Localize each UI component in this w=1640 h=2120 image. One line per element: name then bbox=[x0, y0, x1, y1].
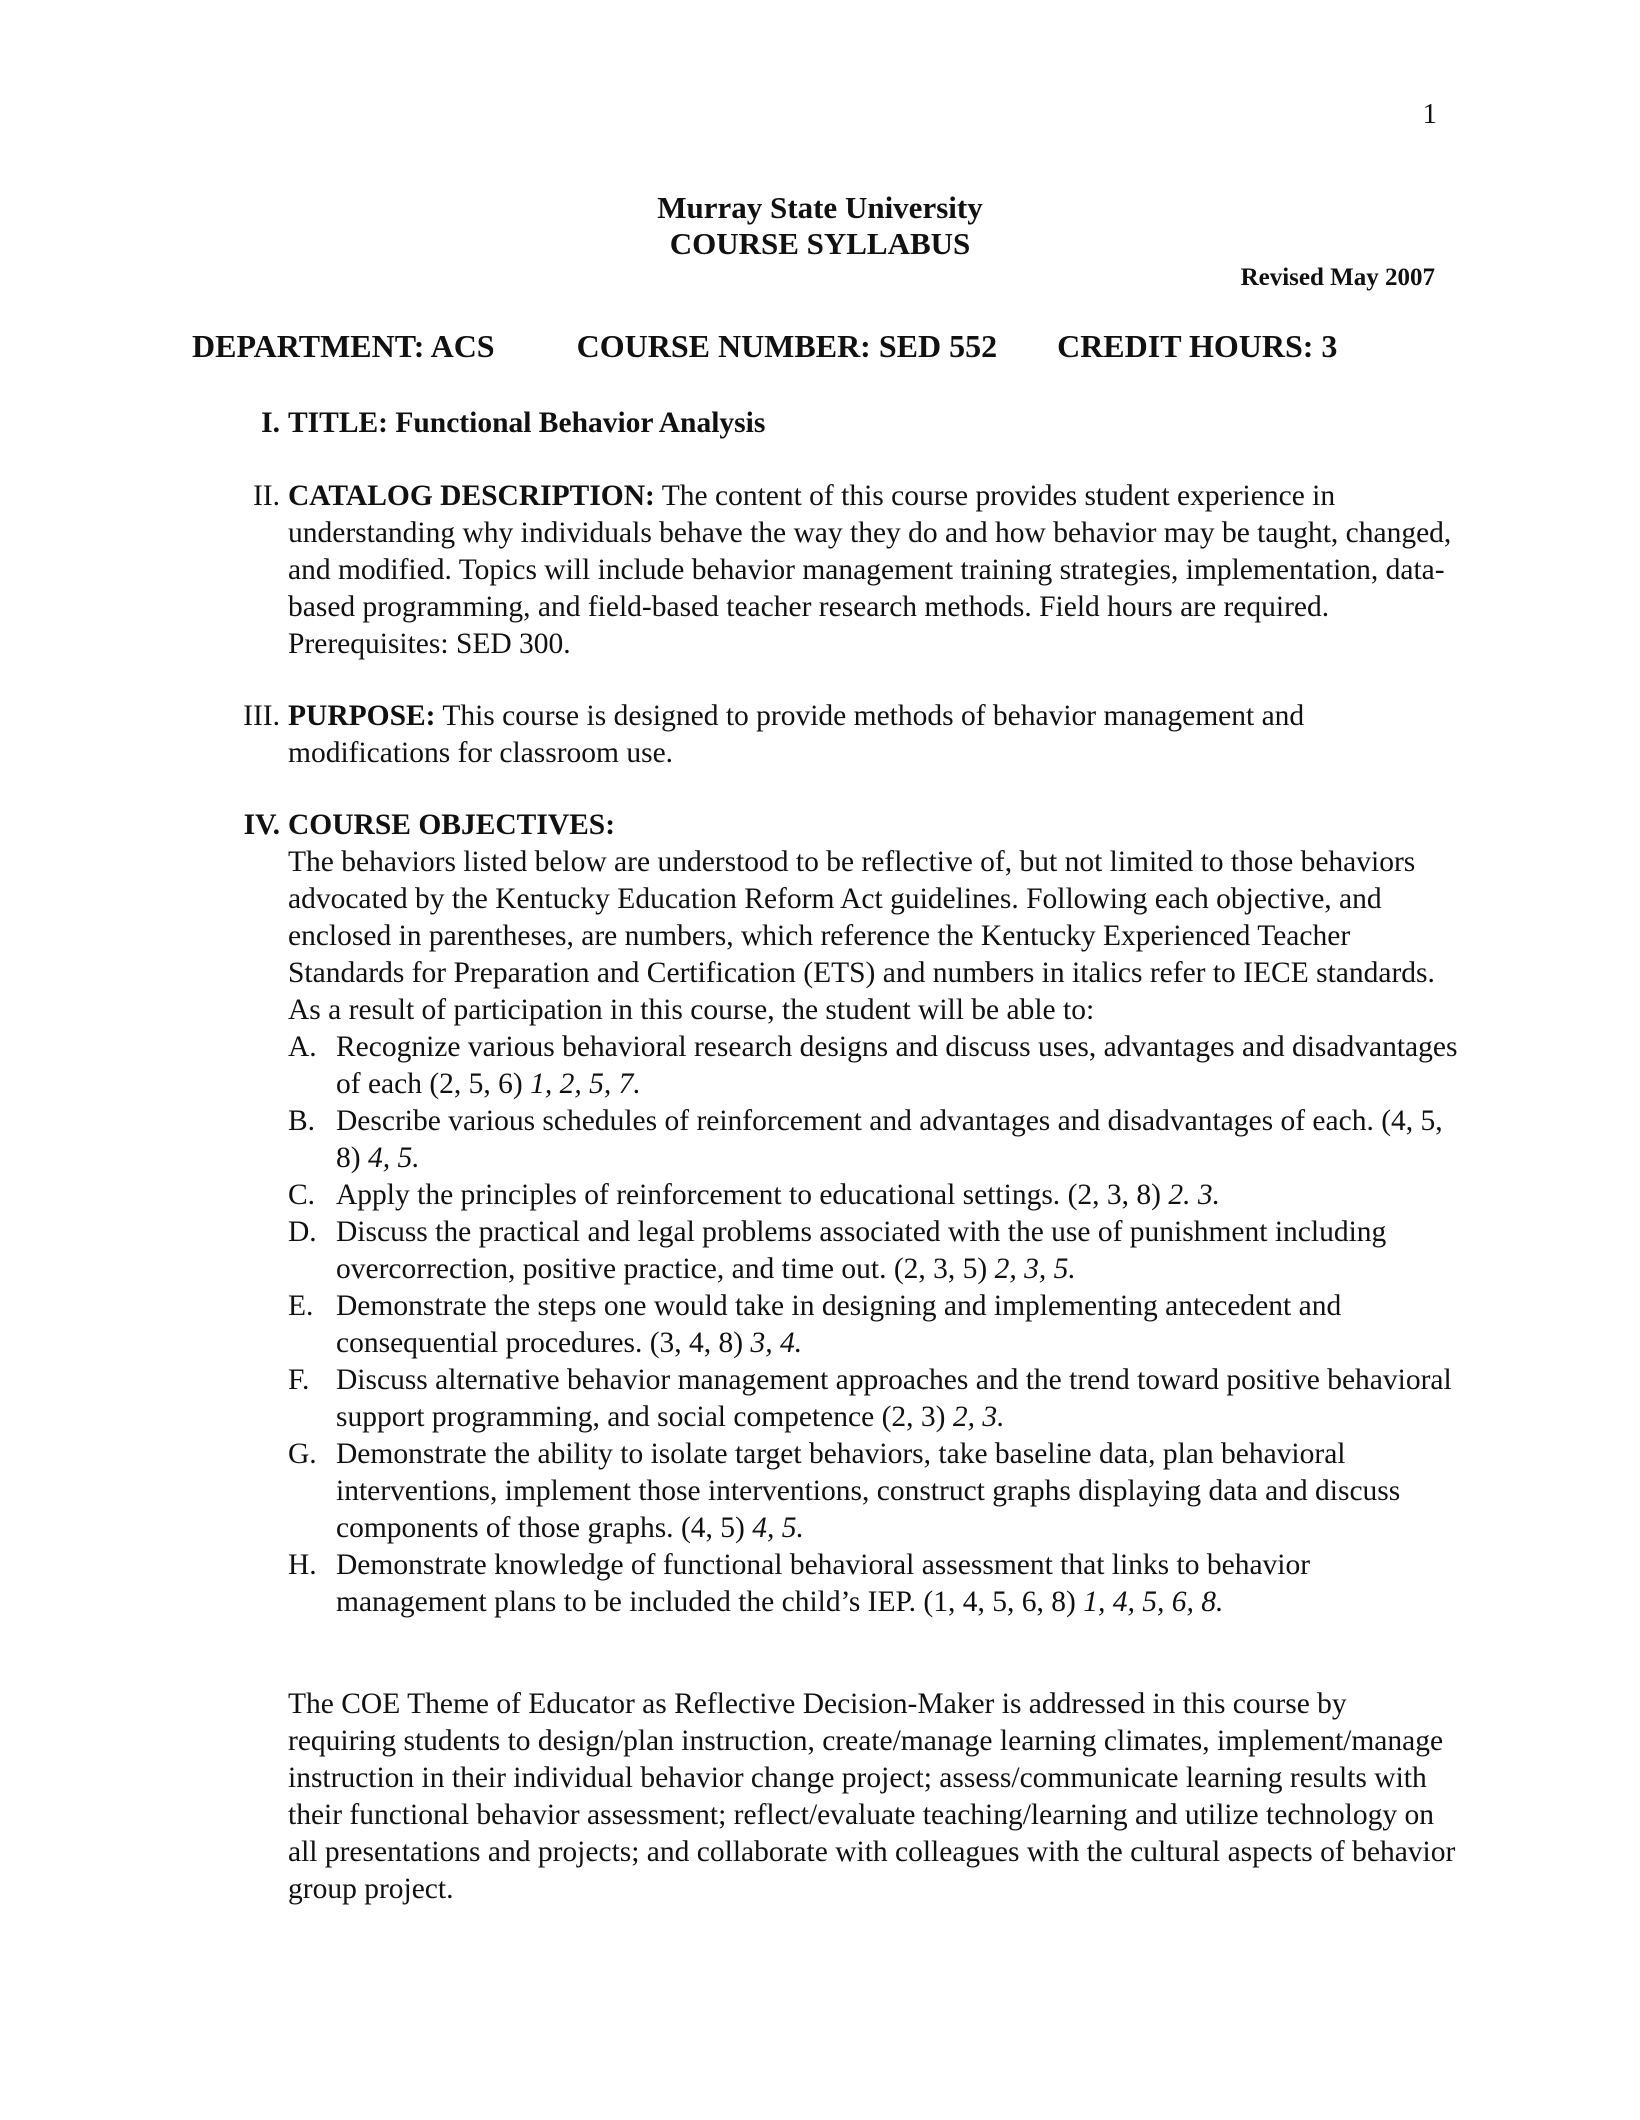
department: DEPARTMENT: ACS bbox=[192, 328, 495, 364]
iece-references: 1, 4, 5, 6, 8. bbox=[1075, 1586, 1224, 1618]
objective-letter: H. bbox=[288, 1549, 317, 1581]
objective-item bbox=[288, 1103, 1458, 1177]
objective-letter: G. bbox=[288, 1438, 317, 1470]
section-numeral: II. bbox=[252, 480, 280, 512]
objective-letter: E. bbox=[288, 1290, 314, 1322]
course-info-row bbox=[192, 328, 1492, 365]
page-number: 1 bbox=[1422, 98, 1437, 130]
objective-letter: F. bbox=[288, 1364, 310, 1396]
section-catalog-description bbox=[252, 478, 1458, 663]
section-text: The content of this course provides student experience in understanding why individuals behave the way they do and how behavior may be taught, changed, and modified. Topics will include behavior management training strategies, implementation, data-based programming, and field-based teacher research methods. Field hours are required. Prerequisites: SED 300. bbox=[288, 480, 1452, 660]
iece-references: 2, 3, 5. bbox=[987, 1253, 1076, 1285]
objective-item bbox=[288, 1362, 1458, 1436]
objective-text: Demonstrate the steps one would take in designing and implementing antecedent and consequential procedures. bbox=[336, 1290, 1342, 1359]
section-course-objectives bbox=[243, 807, 1458, 1621]
section-label: PURPOSE: bbox=[288, 700, 436, 732]
ets-references: (2, 3, 8) bbox=[1067, 1179, 1161, 1211]
section-purpose bbox=[243, 698, 1458, 772]
course-number: COURSE NUMBER: SED 552 bbox=[576, 328, 998, 364]
objective-text: Demonstrate the ability to isolate target behaviors, take baseline data, plan behavioral interventions, implement those interventions, construct graphs displaying data and discuss components of those graphs. bbox=[336, 1438, 1401, 1544]
objective-text: Discuss alternative behavior management approaches and the trend toward positive behavioral support programming, and social competence bbox=[336, 1364, 1452, 1433]
university-name: Murray State University bbox=[657, 190, 983, 225]
iece-references: 4, 5. bbox=[360, 1142, 420, 1174]
objectives-list bbox=[288, 1029, 1458, 1621]
objective-text: Demonstrate knowledge of functional behavioral assessment that links to behavior management plans to be included the child’s IEP. bbox=[336, 1549, 1311, 1618]
credit-hours: CREDIT HOURS: 3 bbox=[1057, 328, 1338, 364]
document-type: COURSE SYLLABUS bbox=[669, 226, 971, 261]
section-label: COURSE OBJECTIVES: bbox=[288, 809, 616, 841]
iece-references: 1, 2, 5, 7. bbox=[522, 1068, 641, 1100]
ets-references: (1, 4, 5, 6, 8) bbox=[923, 1586, 1076, 1618]
objective-text: Discuss the practical and legal problems associated with the use of punishment including overcorrection, positive practice, and time out. bbox=[336, 1216, 1387, 1285]
objective-letter: D. bbox=[288, 1216, 317, 1248]
section-title bbox=[261, 405, 1458, 442]
objective-item bbox=[288, 1214, 1458, 1288]
section-label: CATALOG DESCRIPTION: bbox=[288, 480, 655, 512]
section-label: TITLE: Functional Behavior Analysis bbox=[288, 407, 766, 439]
iece-references: 2, 3. bbox=[945, 1401, 1005, 1433]
objective-item bbox=[288, 1029, 1458, 1103]
objective-item bbox=[288, 1547, 1458, 1621]
ets-references: (4, 5, 8) bbox=[336, 1105, 1443, 1174]
objective-text: Recognize various behavioral research designs and discuss uses, advantages and disadvantages of each bbox=[336, 1031, 1458, 1100]
ets-references: (2, 5, 6) bbox=[429, 1068, 523, 1100]
iece-references: 2. 3. bbox=[1160, 1179, 1220, 1211]
objectives-intro: The behaviors listed below are understood to be reflective of, but not limited to those behaviors advocated by the Kentucky Education Reform Act guidelines. Following each objective, and enclosed in parentheses, are numbers, which reference the Kentucky Experienced Teacher Standards for Preparation and Certification (ETS) and numbers in italics refer to IECE standards. As a result of participation in this course, the student will be able to: bbox=[288, 846, 1435, 1026]
ets-references: (3, 4, 8) bbox=[649, 1327, 744, 1359]
objective-letter: C. bbox=[288, 1179, 316, 1211]
objective-item bbox=[288, 1288, 1458, 1362]
ets-references: (2, 3) bbox=[881, 1401, 946, 1433]
coe-theme-paragraph: The COE Theme of Educator as Reflective Decision-Maker is addressed in this course by requiring students to design/plan instruction, create/manage learning climates, implement/manage instruction in their individual behavior change project; assess/communicate learning results with their functional behavior assessment; reflect/evaluate teaching/learning and utilize technology on all presentations and projects; and collaborate with colleagues with the cultural aspects of behavior group project. bbox=[288, 1688, 1456, 1905]
ets-references: (4, 5) bbox=[680, 1512, 745, 1544]
objective-item bbox=[288, 1436, 1458, 1547]
section-numeral: III. bbox=[243, 700, 280, 732]
section-numeral: IV. bbox=[243, 809, 280, 841]
revised-date: Revised May 2007 bbox=[1240, 264, 1435, 291]
section-text: This course is designed to provide methods of behavior management and modifications for classroom use. bbox=[288, 700, 1305, 769]
objective-text: Apply the principles of reinforcement to educational settings. bbox=[336, 1179, 1068, 1211]
objective-text: Describe various schedules of reinforcement and advantages and disadvantages of each. bbox=[336, 1105, 1382, 1137]
ets-references: (2, 3, 5) bbox=[893, 1253, 988, 1285]
iece-references: 4, 5. bbox=[744, 1512, 804, 1544]
objective-letter: A. bbox=[288, 1031, 317, 1063]
objective-item bbox=[288, 1177, 1458, 1214]
section-numeral: I. bbox=[261, 407, 280, 439]
document-header bbox=[0, 190, 1640, 262]
iece-references: 3, 4. bbox=[743, 1327, 803, 1359]
objective-letter: B. bbox=[288, 1105, 316, 1137]
